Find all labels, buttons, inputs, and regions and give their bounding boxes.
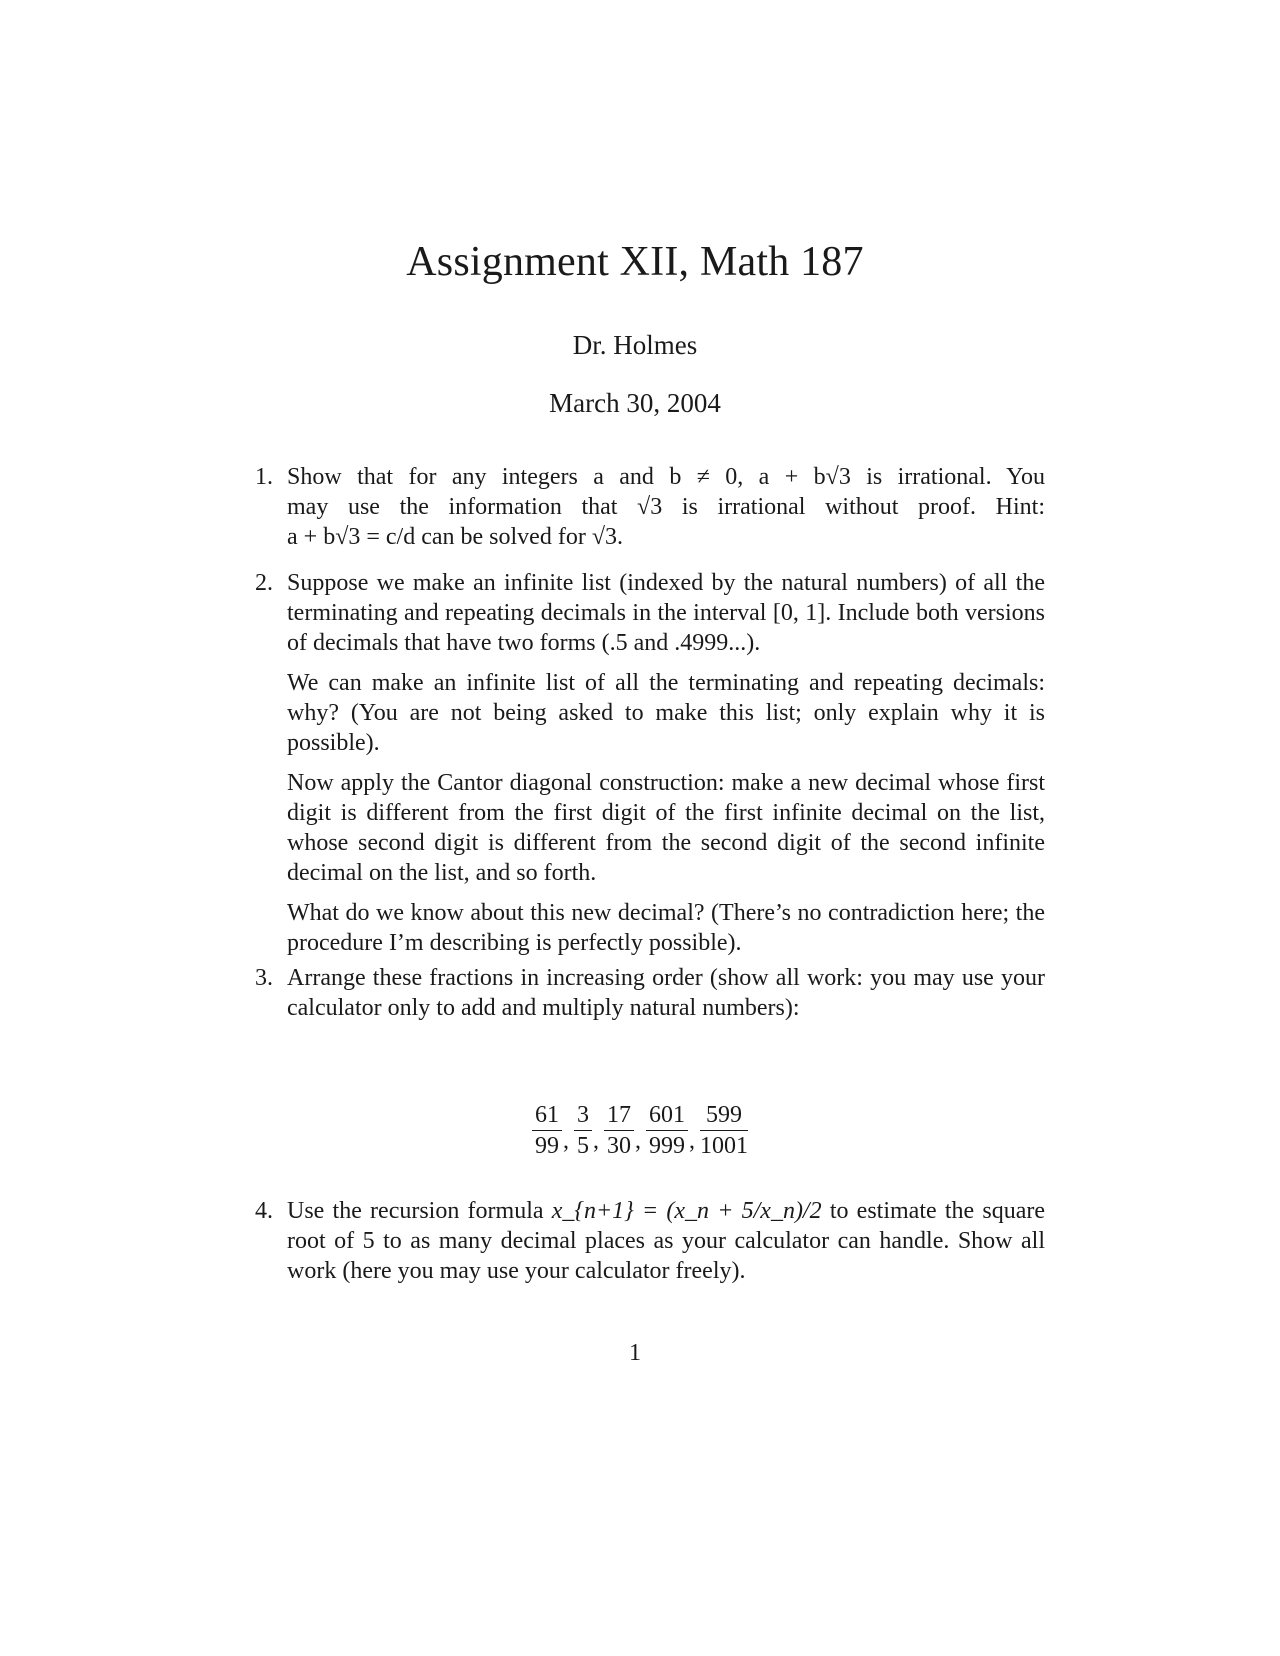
problem-3-text: Arrange these fractions in increasing order (show all work: you may use your calculator only to add and multiply natural numbers): <box>287 965 1045 1021</box>
problem-number: 4. <box>255 1198 273 1224</box>
author: Dr. Holmes <box>572 330 698 360</box>
problem-2-paragraph-3: Now apply the Cantor diagonal construction: make a new decimal whose first digit is different from the first digit of the first infinite decimal on the list, whose second digit is different from the second digit of the second infinite decimal on the list, and so forth. <box>287 770 1045 886</box>
fraction: $\frac{3}{5}$ <box>574 1100 592 1161</box>
problem-1 <box>255 462 1045 552</box>
recursion-formula: x_{n+1} = (x_n + 5/x_n)/2 <box>551 1198 822 1224</box>
problem-2-paragraph-1: Suppose we make an infinite list (indexed by the natural numbers) of all the terminating and repeating decimals in the interval [0, 1]. Include both versions of decimals that have two forms (.5 and .4999...). <box>287 570 1045 656</box>
fraction: $\frac{601}{999}$ <box>646 1100 688 1161</box>
problem-2-paragraph-2: We can make an infinite list of all the terminating and repeating decimals: why? (You are not being asked to make this list; only explain why it is possible). <box>287 670 1045 756</box>
problem-1-text <box>287 462 1045 552</box>
problem-4 <box>255 1196 1045 1296</box>
problem-number: 1. <box>255 464 273 490</box>
problem-2-paragraph-4: What do we know about this new decimal? (There’s no contradiction here; the procedure I’m describing is perfectly possible). <box>287 900 1045 956</box>
problem-1-line-1: Show that for any integers a and b ≠ 0, a + b√3 is irrational. You <box>287 464 1045 490</box>
problem-4-text <box>287 1196 1045 1286</box>
problem-2 <box>255 568 1045 968</box>
problem-1-line-3: a + b√3 = c/d can be solved for √3. <box>287 524 623 550</box>
problem-4-text-after: to estimate the square root of 5 to as many decimal places as your calculator can handle. Show all work (here you may use your calculator freely). <box>287 1198 1046 1284</box>
fraction: $\frac{17}{30}$ <box>604 1100 634 1161</box>
page-number: 1 <box>629 1340 641 1366</box>
problem-4-text-before: Use the recursion formula <box>287 1198 544 1224</box>
problem-number: 3. <box>255 965 273 991</box>
problem-number: 2. <box>255 570 273 596</box>
document-title: Assignment XII, Math 187 <box>406 239 864 285</box>
fraction: $\frac{61}{99}$ <box>532 1100 562 1161</box>
problem-3 <box>255 963 1045 1033</box>
date: March 30, 2004 <box>549 388 721 418</box>
problem-1-line-2: may use the information that √3 is irrational without proof. Hint: <box>287 494 1045 520</box>
fraction-list: $\frac{61}{99}$ , $\frac{3}{5}$ , $\frac{17}{30}$ , $\frac{601}{999}$ , $\frac{599}{1001}$ <box>0 1100 1280 1161</box>
fraction: $\frac{599}{1001}$ <box>700 1102 748 1159</box>
